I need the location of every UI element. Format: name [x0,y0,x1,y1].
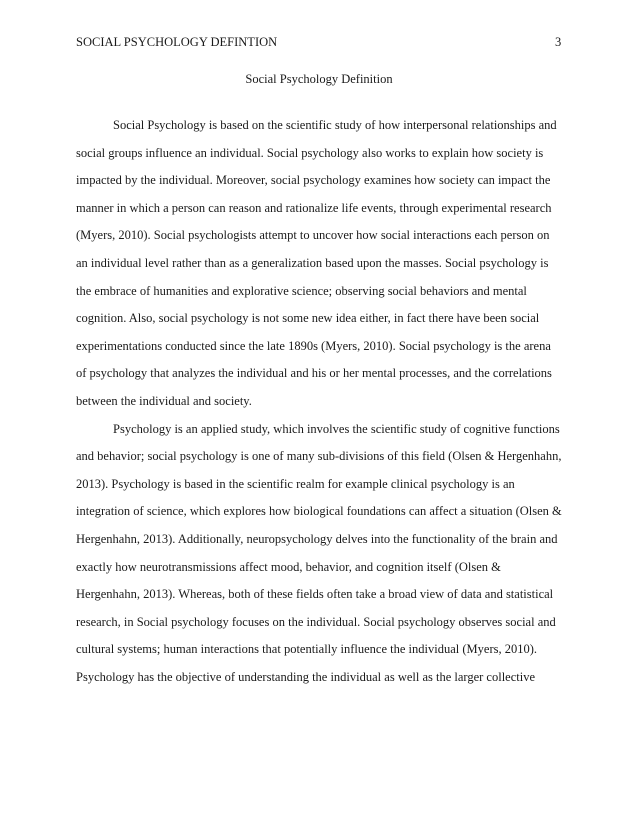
page-title: Social Psychology Definition [245,72,393,86]
paragraph-line: Hergenhahn, 2013). Whereas, both of these fields often take a broad view of data and statistical [76,587,554,602]
paragraph-line: Psychology has the objective of understanding the individual as well as the larger collective [76,669,536,684]
paragraph-line: integration of science, which explores how biological foundations can affect a situation (Olsen & [76,504,562,519]
paragraph-line: manner in which a person can reason and rationalize life events, through experimental research [76,200,552,215]
paragraph-line: (Myers, 2010). Social psychologists attempt to uncover how social interactions each person on [76,228,550,243]
paragraph-line: experimentations conducted since the late 1890s (Myers, 2010). Social psychology is the arena [76,338,551,353]
paragraph-line: 2013). Psychology is based in the scientific realm for example clinical psychology is an [76,476,515,491]
body-text [76,112,566,691]
paragraph-line: Hergenhahn, 2013). Additionally, neuropsychology delves into the functionality of the brain and [76,531,558,546]
paragraph-2 [76,416,566,692]
paragraph-line: impacted by the individual. Moreover, social psychology examines how society can impact the [76,173,551,188]
paragraph-line: Psychology is an applied study, which involves the scientific study of cognitive functions [113,421,560,436]
paragraph-line: cognition. Also, social psychology is not some new idea either, in fact there have been social [76,311,540,326]
paragraph-line: exactly how neurotransmissions affect mood, behavior, and cognition itself (Olsen & [76,559,501,574]
paragraph-line: cultural systems; human interactions that potentially influence the individual (Myers, 2010). [76,642,538,657]
paragraph-line: the embrace of humanities and explorative science; observing social behaviors and mental [76,283,527,298]
running-head: SOCIAL PSYCHOLOGY DEFINTION [76,35,278,49]
paragraph-line: and behavior; social psychology is one of many sub-divisions of this field (Olsen & Hergenhahn, [76,449,562,464]
page-number: 3 [555,35,562,49]
paragraph-line: research, in Social psychology focuses on the individual. Social psychology observes social and [76,614,556,629]
paragraph-1 [76,112,566,416]
paragraph-line: Social Psychology is based on the scientific study of how interpersonal relationships and [113,118,557,132]
paragraph-line: between the individual and society. [76,393,252,408]
paragraph-line: an individual level rather than as a generalization based upon the masses. Social psychology is [76,255,549,270]
paragraph-line: of psychology that analyzes the individual and his or her mental processes, and the correlations [76,366,552,381]
paragraph-line: social groups influence an individual. Social psychology also works to explain how society is [76,145,544,160]
